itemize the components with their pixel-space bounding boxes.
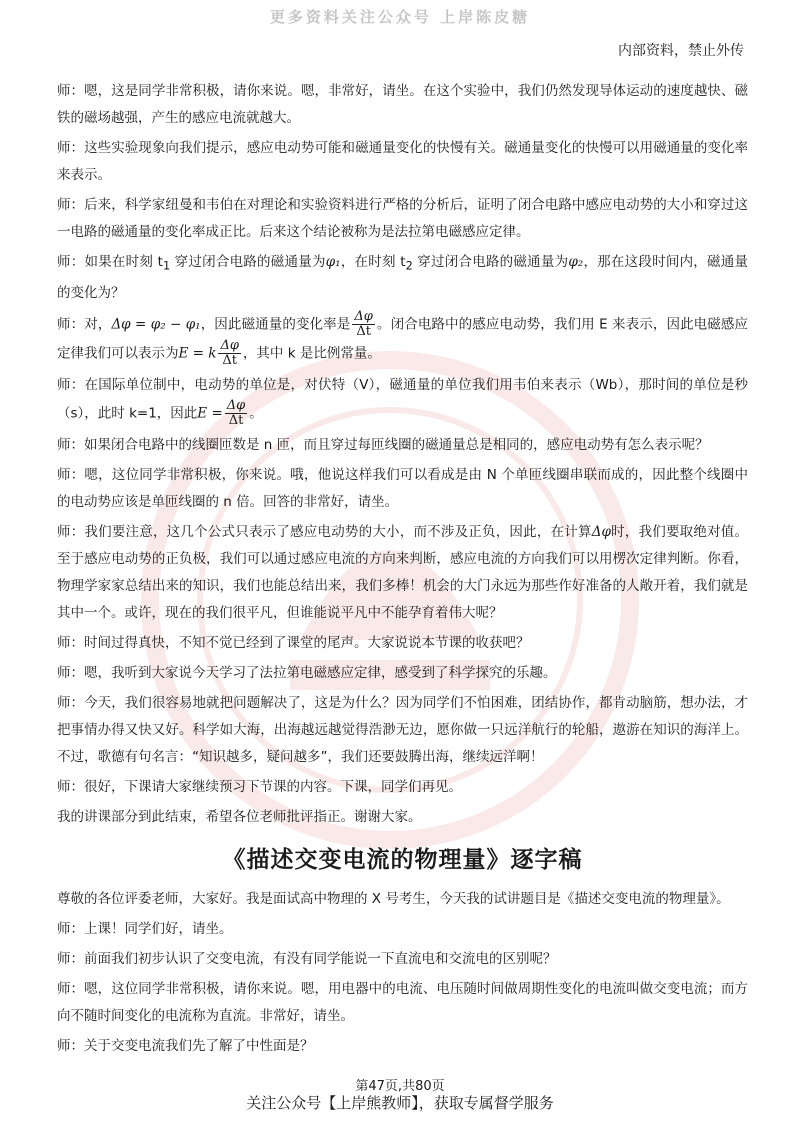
page-number: 第47页,共80页 [355, 1079, 445, 1094]
rate-fraction [352, 310, 375, 339]
paragraph: 师：前面我们初步认识了交变电流，有没有同学能说一下直流电和交流电的区别呢？ [57, 950, 557, 967]
text: ，在时刻 t [340, 254, 406, 270]
text: 。闭合电路中的感应电动势，我们用 E 来表示，因此电磁感应定律我们可以表示为 [57, 316, 749, 362]
text: ，那在这段时间内，磁通量的变化为？ [57, 254, 749, 301]
fraction-numerator: Δφ [220, 337, 239, 353]
paragraph: 师：上课！同学们好，请坐。 [57, 920, 233, 937]
paragraph: 师：嗯，这位同学非常积极，请你来说。嗯，用电器中的电流、电压随时间做周期性变化的电流叫做交变电流；而方向不随时间变化的电流称为直流。非常好，请坐。 [57, 980, 748, 1024]
paragraph [57, 249, 748, 307]
fraction-numerator: Δφ [226, 397, 246, 413]
fraction-denominator: Δt [356, 323, 371, 339]
emf-formula: E = [197, 405, 223, 422]
paragraph: 师：如果闭合电路中的线圈匝数是 n 匝，而且穿过每匝线圈的磁通量总是相同的，感应电动势有怎么表示呢？ [57, 436, 709, 453]
paragraph: 尊敬的各位评委老师，大家好。我是面试高中物理的 X 号考生，今天我的试讲题目是《描述交变电流的物理量》。 [57, 890, 730, 907]
paragraph: 师：今天，我们很容易地就把问题解决了，这是为什么？因为同学们不怕困难，团结协作，都肯动脑筋，想办法，才把事情办得又快又好。科学如大海，出海越远越觉得浩渺无边，愿你做一只远洋航行的轮船，遨游在知识的海洋上。不过，歌德有句名言：“知识越多，疑问越多”，我们还要鼓腾出海，继续远洋啊！ [57, 694, 748, 765]
text: 穿过闭合电路的磁通量为 [412, 254, 569, 270]
paragraph: 师：嗯，我听到大家说今天学习了法拉第电磁感应定律，感受到了科学探究的乐趣。 [57, 664, 557, 681]
paragraph: 师：时间过得真快，不知不觉已经到了课堂的尾声。大家说说本节课的收获吧？ [57, 634, 530, 651]
section-title: 《描述交变电流的物理量》逐字稿 [222, 846, 583, 873]
top-banner: 更多资料关注公众号 上岸陈皮糖 [269, 8, 531, 26]
phi1-symbol: φ₁ [325, 254, 341, 270]
subscript: 2 [405, 259, 413, 273]
text: 。 [249, 405, 263, 422]
document-body [57, 78, 748, 1063]
text: 师：如果在时刻 t [57, 254, 163, 270]
delta-phi-symbol: Δφ [591, 523, 611, 540]
emf-fraction [218, 339, 241, 368]
fraction-denominator: Δt [222, 352, 237, 368]
subscript: 1 [162, 259, 171, 273]
text: 师：我们要注意，这几个公式只表示了感应电动势的大小，而不涉及正负，因此，在计算 [57, 523, 592, 540]
paragraph: 师：嗯，这位同学非常积极，你来说。哦，他说这样我们可以看成是由 N 个单匝线圈串联而成的，因此整个线圈中的电动势应该是单匝线圈的 n 倍。回答的非常好，请坐。 [57, 466, 748, 510]
paragraph: 师：关于交变电流我们先了解了中性面是？ [57, 1037, 314, 1054]
phi2-symbol: φ₂ [568, 254, 584, 270]
emf-fraction [225, 399, 248, 428]
text: 时，我们要取绝对值。至于感应电动势的正负极，我们可以通过感应电流的方向来判断，感应电流的方向我们可以用楞次定律判断。你看，物理学家家总结出来的知识，我们也能总结出来，我们多棒！机会的大门永远为那些作好准备的人敞开着，我们就是其中一个。或许，现在的我们很平凡，但谁能说平凡中不能孕育着伟大呢？ [57, 523, 749, 621]
fraction-denominator: Δt [228, 412, 244, 428]
paragraph: 师：这些实验现象向我们提示，感应电动势可能和磁通量变化的快慢有关。磁通量变化的快慢可以用磁通量的变化率来表示。 [57, 140, 748, 183]
emf-formula: E = k [178, 345, 217, 362]
paragraph: 师：嗯，这是同学非常积极，请你来说。嗯，非常好，请坐。在这个实验中，我们仍然发现导体运动的速度越快、磁铁的磁场越强，产生的感应电流就越大。 [57, 83, 748, 126]
text: 穿过闭合电路的磁通量为 [170, 254, 326, 270]
flux-change-formula: Δφ = φ₂ − φ₁ [111, 316, 201, 333]
text: ，因此磁通量的变化率是 [200, 316, 351, 333]
footer-promo: 关注公众号【上岸熊教师】，获取专属督学服务 [246, 1094, 554, 1112]
paragraph [57, 372, 748, 428]
paragraph: 我的讲课部分到此结束，希望各位老师批评指正。谢谢大家。 [57, 808, 422, 825]
paragraph [57, 519, 748, 627]
text: 师：对， [57, 316, 112, 333]
paragraph: 师：很好，下课请大家继续预习下节课的内容。下课，同学们再见。 [57, 778, 462, 795]
paragraph: 师：后来，科学家纽曼和韦伯在对理论和实验资料进行严格的分析后，证明了闭合电路中感应电动势的大小和穿过这一电路的磁通量的变化率成正比。后来这个结论被称为是法拉第电磁感应定律。 [57, 197, 748, 240]
internal-note: 内部资料，禁止外传 [618, 43, 744, 59]
paragraph [57, 310, 748, 368]
text: 师：在国际单位制中，电动势的单位是，对伏特（V），磁通量的单位我们用韦伯来表示（Wb），那时间的单位是秒（s），此时 k=1，因此 [57, 376, 748, 422]
fraction-numerator: Δφ [354, 308, 373, 324]
text: ，其中 k 是比例常量。 [242, 345, 381, 362]
